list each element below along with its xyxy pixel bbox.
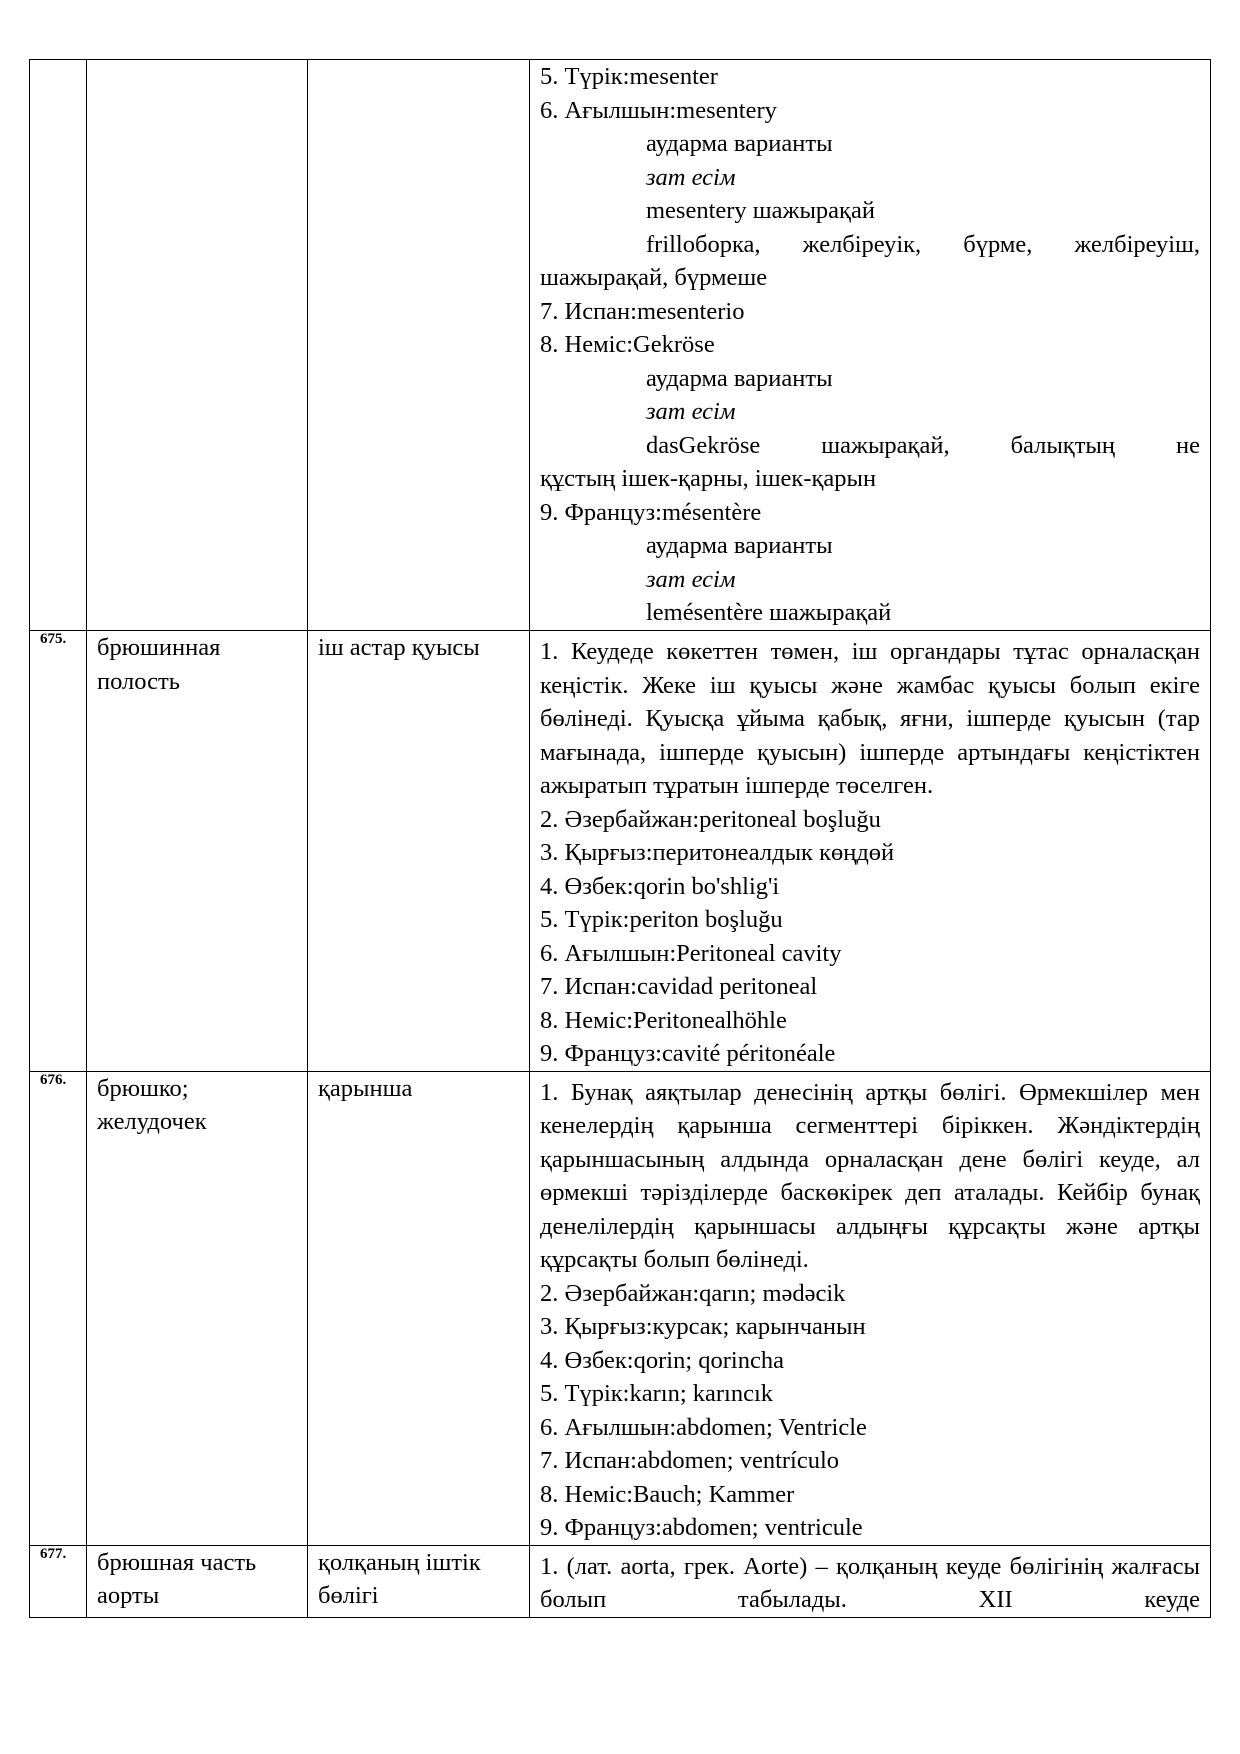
translation-line: 8. Неміс:Gekröse xyxy=(540,331,715,358)
russian-term: брюшинная полость xyxy=(87,631,308,1072)
translation-line: lemésentère шажырақай xyxy=(646,599,892,626)
translation-line: 6. Ағылшын:abdomen; Ventricle xyxy=(540,1413,867,1441)
translation-line: 9. Француз:cavité péritonéale xyxy=(540,1040,836,1067)
russian-term: брюшная часть аорты xyxy=(87,1545,308,1617)
russian-term: брюшко; желудочек xyxy=(87,1071,308,1545)
definition-text: 1. (лат. aorta, грек. Aorte) – қолқаның кеуде бөлігінің жалғасы болып табылады. XII кеуде xyxy=(540,1552,1200,1613)
translation-line: mesentery шажырақай xyxy=(646,197,875,224)
translation-line: шажырақай, бүрмеше xyxy=(540,264,768,291)
translation-line: dasGekröse шажырақай, балықтың не xyxy=(646,431,1200,459)
definition-text: 1. Кеудеде көкеттен төмен, іш органдары тұтас орналасқан кеңістік. Жеке іш қуысы және жамбас қуысы болып екіге бөлінеді. Қуысқа ұйыма қабық, яғни, ішперде қуысын (тар мағынада, ішперде қуысын) ішперде артындағы кеңістіктен ажыратып тұратын ішперде төселген. xyxy=(540,638,1200,799)
entry-row xyxy=(30,1545,1211,1617)
translation-line: аударма варианты xyxy=(646,130,833,157)
translation-line: 3. Қырғыз:перитонеалдык көңдөй xyxy=(540,839,895,866)
translation-line: 7. Испан:mesenterio xyxy=(540,297,745,325)
entry-row xyxy=(30,60,1211,631)
kazakh-term: іш астар қуысы xyxy=(308,631,530,1072)
translation-line: 6. Ағылшын:mesentery xyxy=(540,96,777,124)
translation-line: 7. Испан:abdomen; ventrículo xyxy=(540,1447,840,1474)
entry-row xyxy=(30,1071,1211,1545)
translation-line: 4. Өзбек:qorin; qorincha xyxy=(540,1346,784,1374)
translation-line: 6. Ағылшын:Peritoneal cavity xyxy=(540,939,842,967)
translation-line: 8. Неміс:Peritonealhöhle xyxy=(540,1006,787,1034)
translation-line: 8. Неміс:Bauch; Kammer xyxy=(540,1480,795,1508)
translation-line: 3. Қырғыз:курсак; карынчанын xyxy=(540,1313,866,1340)
dictionary-table xyxy=(29,59,1211,1618)
entry-number xyxy=(30,60,87,631)
translation-line: frilloборка, желбіреуік, бүрме, желбіреуіш, xyxy=(646,230,1200,258)
kazakh-term: қарынша xyxy=(308,1071,530,1545)
translation-line: 9. Француз:mésentère xyxy=(540,498,762,526)
translation-line: 7. Испан:cavidad peritoneal xyxy=(540,973,818,1000)
definition-cell xyxy=(530,1071,1211,1545)
translation-line: құстың ішек-қарны, ішек-қарын xyxy=(540,465,877,492)
translation-line: 5. Түрік:mesenter xyxy=(540,63,718,90)
entry-row xyxy=(30,631,1211,1072)
definition-cell xyxy=(530,60,1211,631)
entry-number: 675. xyxy=(30,631,87,1072)
definition-text: 1. Бунақ аяқтылар денесінің артқы бөлігі. Өрмекшілер мен кенелердің қарынша сегменттері біріккен. Жәндіктердің қарыншасының алдында орналасқан дене бөлігі кеуде, ал өрмекші тәрізділерде баскөкірек деп аталады. Кейбір бунақ денелілердің қарыншасы алдыңғы құрсақты және артқы құрсақты болып бөлінеді. xyxy=(540,1078,1200,1273)
translation-line: зат есім xyxy=(646,398,736,425)
dictionary-table-body xyxy=(30,60,1211,1618)
translation-line: 5. Түрік:karın; karıncık xyxy=(540,1380,774,1407)
translation-line: 2. Әзербайжан:peritoneal boşluğu xyxy=(540,805,881,833)
translation-line: аударма варианты xyxy=(646,532,833,559)
translation-line: 2. Әзербайжан:qarın; mədəcik xyxy=(540,1279,846,1307)
kazakh-term: қолқаның іштік бөлігі xyxy=(308,1545,530,1617)
translation-line: аударма варианты xyxy=(646,364,833,392)
definition-cell xyxy=(530,631,1211,1072)
translation-line: зат есім xyxy=(646,565,736,593)
translation-line: 9. Француз:abdomen; ventricule xyxy=(540,1514,863,1541)
kazakh-term xyxy=(308,60,530,631)
russian-term xyxy=(87,60,308,631)
definition-cell xyxy=(530,1545,1211,1617)
translation-line: 5. Түрік:periton boşluğu xyxy=(540,906,783,933)
entry-number: 676. xyxy=(30,1071,87,1545)
entry-number: 677. xyxy=(30,1545,87,1617)
translation-line: 4. Өзбек:qorin bo'shlig'i xyxy=(540,872,780,900)
translation-line: зат есім xyxy=(646,163,736,191)
